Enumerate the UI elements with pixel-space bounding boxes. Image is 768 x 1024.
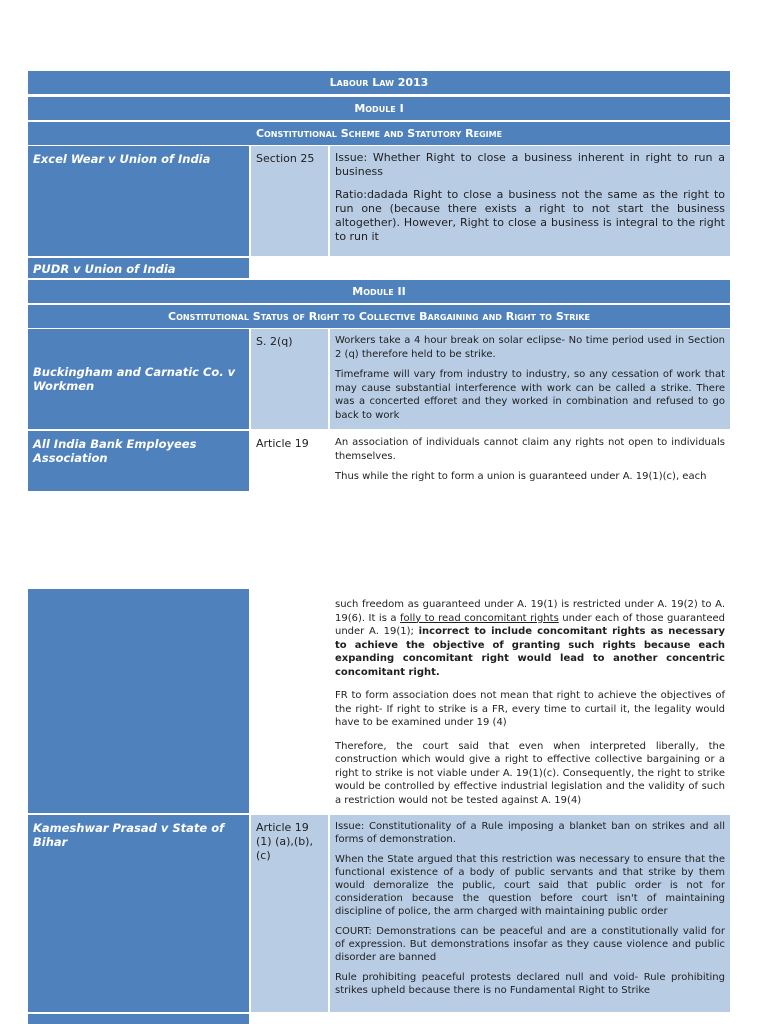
details-paragraph: Timeframe will vary from industry to industry, so any cessation of work that may cause substantial interference with work can be called a strike. There was a concerted efforet and they worked in combination and refused to go back to work [335,369,725,421]
section-cell-aibea [251,431,328,491]
document-title [28,70,730,94]
document-title-text: Labour Law 2013 [329,76,429,89]
case-name-kameshwar [28,815,249,1012]
module-1-heading [28,96,730,120]
case-name-continuation [28,589,249,813]
underlined-text: folly to read concomitant rights [400,612,559,624]
module-1-subtitle [28,121,730,145]
case-name-text: Buckingham and Carnatic Co. v Workmen [33,365,236,393]
case-name-aibea [28,431,249,491]
section-text: Section 25 [256,152,315,165]
details-paragraph: Rule prohibiting peaceful protests declared null and void- Rule prohibiting strikes upheld because there is no Fundamental Right to Strike [335,972,725,996]
details-paragraph: Ratio:dadada Right to close a business not the same as the right to run one (because there exists a right to not start the business altogether). However, Right to close a business is integral to the right to run it [335,188,725,243]
module-1-subtitle-text: Constitutional Scheme and Statutory Regime [255,127,503,140]
details-paragraph [335,598,725,679]
details-paragraph: Workers take a 4 hour break on solar eclipse- No time period used in Section 2 (q) therefore held to be strike. [335,335,725,360]
details-paragraph: COURT: Demonstrations can be peaceful and are a constitutionally valid for of expression. But demonstrations insofar as they cause violence and public disorder are banned [335,926,725,963]
details-paragraph: When the State argued that this restriction was necessary to ensure that the functional existence of a body of public servants and that strike by them would demoralize the public, court said that public order is not for consideration because the question before court isn't of maintaining discipline of police, the arm charged with maintaining public order [335,854,725,917]
details-cell-aibea [330,431,730,491]
case-name-text: PUDR v Union of India [33,262,176,276]
case-name-pudr [28,258,249,278]
text-run: under each of those guaranteed under A. 19(1); [335,612,725,637]
module-2-subtitle-text: Constitutional Status of Right to Collective Bargaining and Right to Strike [168,310,590,323]
case-name-next-row [28,1014,249,1024]
module-1-heading-text: Module I [354,102,404,115]
text-run: such freedom as guaranteed under A. 19(1) is restricted under A. 19(2) to A. 19(6). It is a [335,599,725,624]
section-cell-kameshwar [251,815,328,1012]
case-name-text: Kameshwar Prasad v State of Bihar [33,821,225,849]
details-paragraph: Issue: Whether Right to close a business inherent in right to run a business [335,151,725,178]
details-paragraph: Issue: Constitutionality of a Rule imposing a blanket ban on strikes and all forms of demonstration. [335,821,725,845]
details-paragraph: An association of individuals cannot claim any rights not open to individuals themselves. [335,437,725,462]
details-paragraph: Thus while the right to form a union is guaranteed under A. 19(1)(c), each [335,471,707,482]
section-cell-buckingham [251,329,328,429]
details-cell-aibea-continued [330,593,730,813]
case-name-text: All India Bank Employees Association [33,437,197,465]
section-cell-excel-wear [251,146,328,256]
section-text: Article 19 (1) (a),(b), (c) [256,821,313,862]
details-cell-excel-wear [330,146,730,256]
case-name-excel-wear [28,146,249,256]
details-paragraph: Therefore, the court said that even when interpreted liberally, the construction which would give a right to effective collective bargaining or a right to strike is not viable under A. 19(1)(c). Consequently, the right to strike would be controlled by effective industrial legislation and the validity of such a restriction would not be tested against A. 19(4) [335,740,725,806]
details-cell-kameshwar [330,815,730,1012]
details-cell-buckingham [330,329,730,429]
module-2-heading-text: Module II [352,285,406,298]
section-text: S. 2(q) [256,335,293,348]
details-paragraph: FR to form association does not mean that right to achieve the objectives of the right- If right to strike is a FR, every time to curtail it, the legality would have to be examined under 19 (4) [335,690,725,728]
case-name-text: Excel Wear v Union of India [33,152,211,166]
section-text: Article 19 [256,437,309,450]
bold-text: incorrect to include concomitant rights as necessary to achieve the objective of granting such rights because each expanding concomitant right would lead to another concentric concomitant right. [335,626,725,678]
case-name-buckingham [28,329,249,429]
module-2-subtitle [28,304,730,328]
module-2-heading [28,279,730,303]
